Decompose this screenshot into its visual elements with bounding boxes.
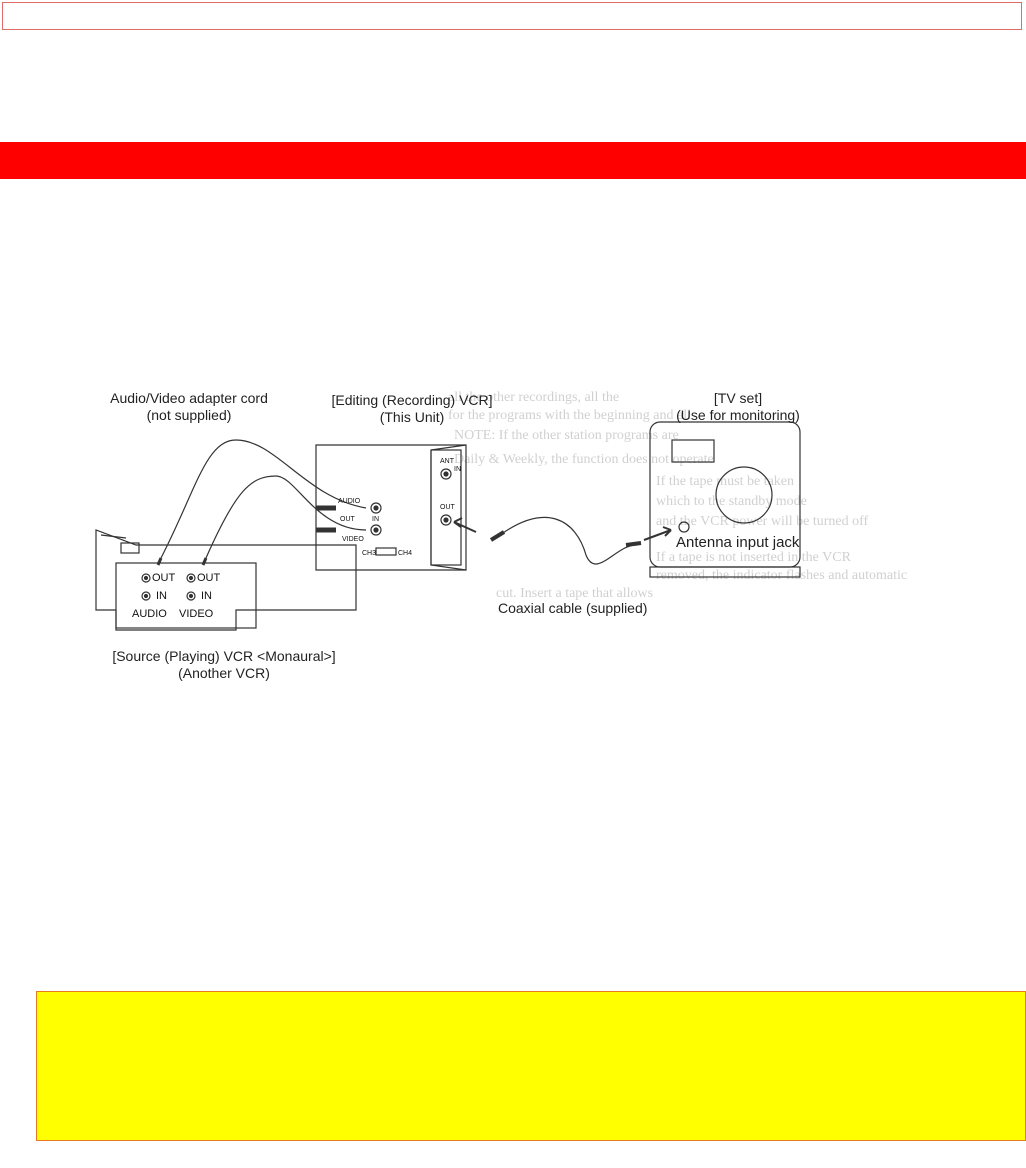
source-out-video-label: OUT: [197, 572, 221, 584]
tv-set-label-line1: [TV set]: [713, 390, 763, 406]
ghost-text-9: removed, the indicator flashes and automatic: [656, 568, 908, 583]
top-navigation-bar: [2, 2, 1022, 30]
edit-ant-in-label: IN: [454, 466, 461, 473]
ghost-text-8: If a tape is not inserted in the VCR: [656, 550, 851, 565]
ghost-text-4: Daily & Weekly, the function does not operate: [454, 452, 714, 467]
av-cord-label-line1: Audio/Video adapter cord: [110, 390, 268, 406]
source-vcr-label-line2: (Another VCR): [178, 665, 270, 681]
ghost-text-1: all the other recordings, all the: [448, 390, 620, 405]
edit-video-label: VIDEO: [342, 536, 364, 543]
source-vcr-label-line1: [Source (Playing) VCR <Monaural>]: [112, 648, 336, 664]
edit-out-label: OUT: [340, 516, 355, 523]
source-in-video-label: IN: [201, 590, 212, 602]
editing-vcr-label: [312, 392, 512, 426]
ghost-text-6: which to the standby mode: [656, 494, 807, 509]
av-cord-label-line2: (not supplied): [146, 407, 232, 423]
ghost-text-7: and the VCR power will be turned off: [656, 514, 869, 529]
av-cord-label: [84, 390, 294, 424]
ghost-text-5: If the tape must be taken: [656, 474, 795, 489]
ghost-text-10: cut. Insert a tape that allows: [496, 586, 654, 601]
tv-set-label: [648, 390, 828, 424]
edit-in-label: IN: [372, 516, 379, 523]
note-box: [36, 991, 1026, 1141]
edit-ch4-label: CH4: [398, 550, 413, 557]
source-audio-label: AUDIO: [132, 608, 167, 620]
coaxial-cable-label: Coaxial cable (supplied): [498, 600, 648, 616]
editing-vcr-label-line2: (This Unit): [379, 409, 445, 425]
edit-ch3-label: CH3: [362, 550, 377, 557]
source-vcr-label: [84, 648, 364, 682]
edit-ant-label: ANT: [440, 458, 454, 465]
audio-cable: [161, 440, 366, 558]
connection-diagram: [76, 380, 908, 690]
ghost-text-2: for the programs with the beginning and all: [448, 408, 691, 423]
antenna-jack-label: Antenna input jack: [676, 534, 800, 551]
tv-set-label-line2: (Use for monitoring): [676, 407, 800, 423]
source-video-label: VIDEO: [179, 608, 214, 620]
source-out-audio-label: OUT: [152, 572, 176, 584]
edit-audio-label: AUDIO: [338, 498, 361, 505]
ghost-text-3: NOTE: If the other station programs are: [454, 428, 679, 443]
source-in-audio-label: IN: [156, 590, 167, 602]
coaxial-cable: [496, 517, 636, 564]
section-header-banner: [0, 142, 1026, 179]
editing-vcr-label-line1: [Editing (Recording) VCR]: [331, 392, 493, 408]
edit-ant-out-label: OUT: [440, 504, 455, 511]
